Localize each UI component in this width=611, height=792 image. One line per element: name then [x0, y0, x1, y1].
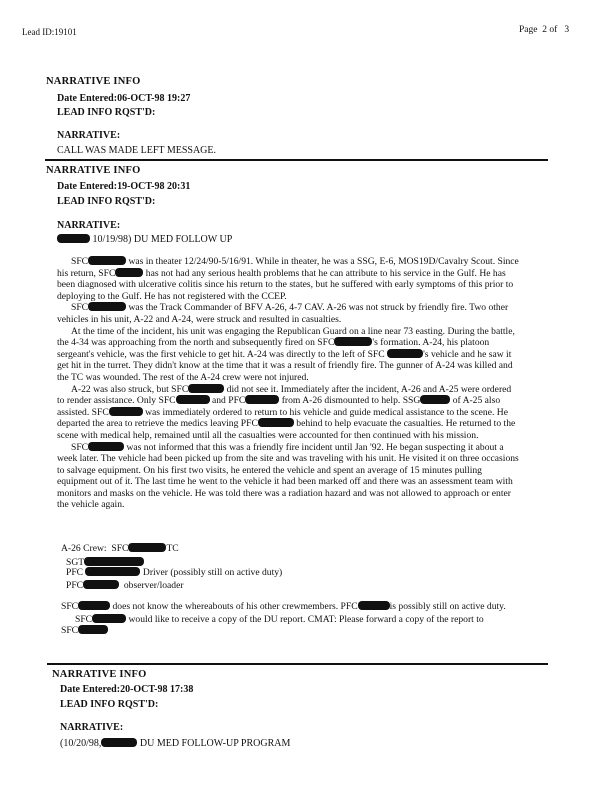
redaction	[83, 580, 119, 589]
section-title: NARRATIVE INFO	[46, 165, 141, 176]
redaction	[57, 234, 90, 243]
date-entered: Date Entered:20-OCT-98 17:38	[60, 684, 194, 695]
redaction	[88, 256, 126, 265]
narrative-text: CALL WAS MADE LEFT MESSAGE.	[57, 145, 216, 156]
date-entered: Date Entered:19-OCT-98 20:31	[57, 181, 191, 192]
redaction	[387, 349, 423, 358]
page-number: 2	[542, 25, 547, 35]
paragraph: SFC would like to receive a copy of the DU report. CMAT: Please forward a copy of the report to	[75, 613, 484, 625]
lead-id: Lead ID:19101	[22, 27, 77, 37]
redaction	[188, 384, 224, 393]
section-title: NARRATIVE INFO	[46, 76, 141, 87]
redaction	[128, 543, 166, 552]
redaction	[358, 601, 390, 610]
crew-row: PFC Driver (possibly still on active duty)	[66, 567, 283, 578]
paragraph: SFC was the Track Commander of BFV A-26, 4-7 CAV. A-26 was not struck by friendly fire. Two other vehicles in his unit, A-22 and A-24, were struck and resulted in casualties.	[57, 302, 509, 325]
page-indicator	[519, 25, 569, 35]
redaction	[88, 302, 126, 311]
narrative-subject: (10/20/98, DU MED FOLLOW-UP PROGRAM	[60, 738, 291, 749]
page-of: of	[549, 25, 558, 35]
redaction	[85, 567, 140, 576]
redaction	[84, 557, 144, 566]
redaction	[78, 601, 110, 610]
crew-row: PFC observer/loader	[66, 580, 184, 591]
crew-row: A-26 Crew: SFC TC	[61, 543, 179, 554]
redaction	[245, 395, 279, 404]
lead-info-label: LEAD INFO RQST'D:	[57, 107, 156, 118]
redaction	[78, 625, 108, 634]
lead-info-label: LEAD INFO RQST'D:	[60, 699, 159, 710]
redaction	[101, 738, 137, 747]
narrative-label: NARRATIVE:	[57, 130, 121, 141]
lead-info-label: LEAD INFO RQST'D:	[57, 196, 156, 207]
redaction	[420, 395, 450, 404]
paragraph: SFC does not know the whereabouts of his other crewmembers. PFC is possibly still on active duty.	[61, 601, 506, 612]
paragraph: At the time of the incident, his unit was engaging the Republican Guard on a line near 73 easting. During the battle, the 4-34 was approaching from the north and subsequently fired on SFC 's formation. A-24, his platoon sergeant's vehicle, was the first vehicle to get hit. A-24 was directly to the left of SFC 's vehicle and he saw it get hit in the turret. They didn't know at the time that it was a result of friendly fire. The gunner of A-24 was killed and the TC was wounded. The rest of the A-24 crew were not injured.	[57, 325, 515, 383]
redaction	[115, 268, 143, 277]
paragraph: SFC	[61, 625, 521, 637]
date-entered: Date Entered:06-OCT-98 19:27	[57, 93, 191, 104]
narrative-label: NARRATIVE:	[60, 722, 124, 733]
narrative-label: NARRATIVE:	[57, 220, 121, 231]
redaction	[258, 418, 294, 427]
section-divider	[45, 159, 548, 161]
narrative-body-end	[61, 601, 521, 637]
redaction	[88, 442, 124, 451]
section-divider	[47, 663, 548, 665]
redaction	[334, 337, 372, 346]
paragraph: A-22 was also struck, but SFC did not see it. Immediately after the incident, A-26 and A-25 were ordered to render assistance. Only SFC and PFC from A-26 dismounted to help. SSG of A-25 also assisted. SFC was immediately ordered to return to his vehicle and guide medical assistance to the scene. He departed the area to retrieve the medics leaving PFC behind to help evacuate the casualties. He returned to the scene with medical help, remained until all the casualties were accounted for then continued with his mission.	[57, 383, 516, 441]
page-total: 3	[564, 25, 570, 35]
paragraph: SFC was in theater 12/24/90-5/16/91. While in theater, he was a SSG, E-6, MOS19D/Cavalry Scout. Since his return, SFC has not had any serious health problems that he can attribute to his service in the Gulf. He has been diagnosed with ulcerative colitis since his return to the states, but he suffered with early symptoms of this prior to deploying to the Gulf. He has not registered with the CCEP.	[57, 256, 519, 302]
paragraph: SFC was not informed that this was a friendly fire incident until Jan '92. He began suspecting it about a week later. The vehicle had been picked up from the site and was traveling with his unit. He visited it on three occasions to salvage equipment. On his first two visits, he entered the vehicle and spent an average of 15 minutes pulling equipment out of it. The last time he went to the vehicle it had been marked off and there was an assessment team with monitors and masks on the vehicle. He was told there was a radiation hazard and was not allowed to approach or enter the vehicle again.	[57, 441, 519, 511]
redaction	[92, 614, 126, 623]
crew-row: SGT	[66, 557, 144, 568]
redaction	[176, 395, 210, 404]
section-title: NARRATIVE INFO	[52, 669, 147, 680]
narrative-body	[57, 256, 519, 511]
redaction	[109, 407, 143, 416]
narrative-subject	[57, 234, 232, 245]
page-label: Page	[519, 25, 538, 35]
subject-text: 10/19/98) DU MED FOLLOW UP	[92, 234, 233, 245]
